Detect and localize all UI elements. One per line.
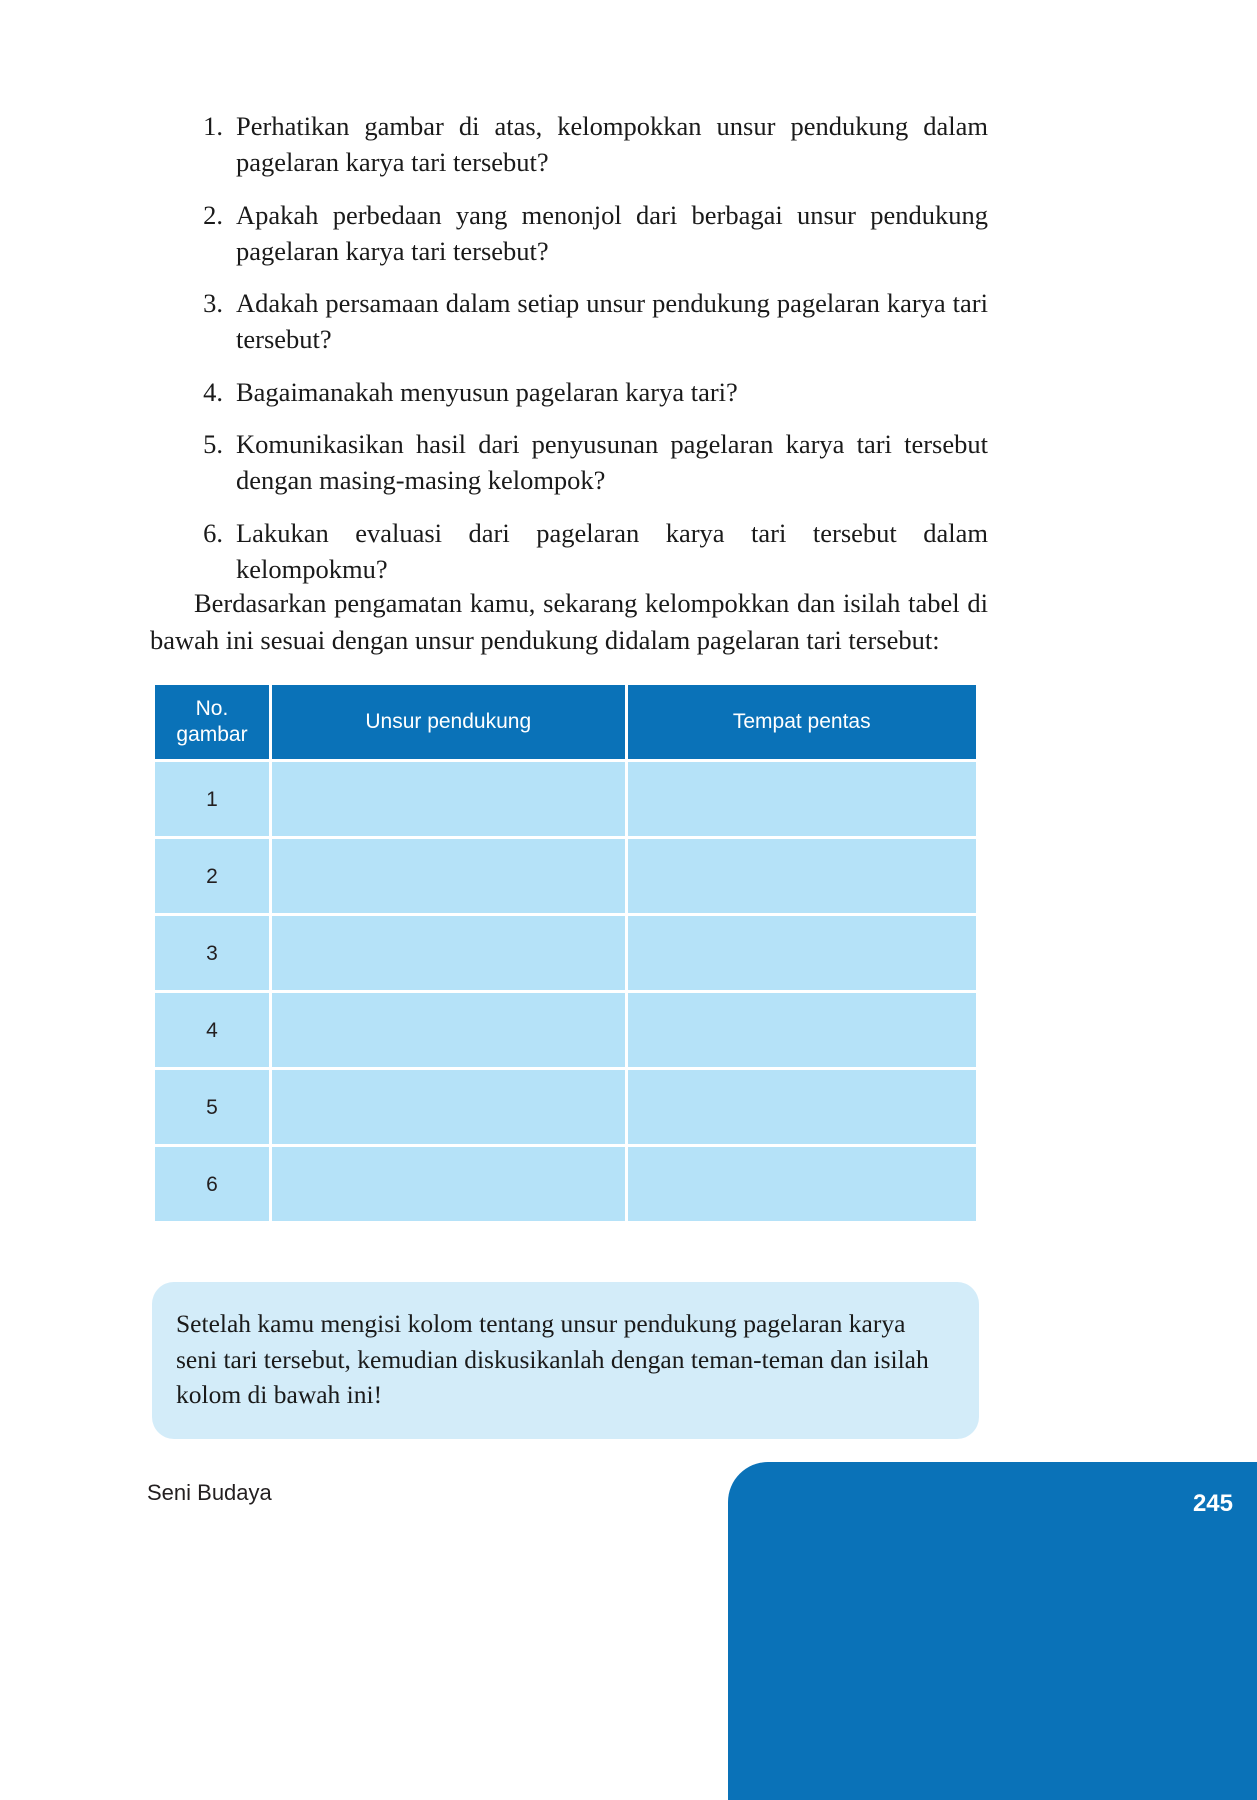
cell-tempat-pentas[interactable]	[628, 993, 977, 1067]
table-row	[155, 1147, 976, 1221]
callout-box: Setelah kamu mengisi kolom tentang unsur pendukung pagelaran karya seni tari tersebut, kemudian diskusikanlah dengan teman-teman dan isilah kolom di bawah ini!	[152, 1282, 979, 1439]
list-item	[188, 108, 988, 181]
cell-row-number: 1	[155, 762, 269, 836]
footer-page-number: 245	[1192, 1490, 1233, 1517]
list-item-number: 4.	[203, 376, 223, 407]
list-item-number: 6.	[203, 517, 223, 548]
cell-tempat-pentas[interactable]	[628, 762, 977, 836]
cell-row-number: 4	[155, 993, 269, 1067]
list-item-number: 5.	[203, 429, 223, 460]
list-item	[188, 426, 988, 499]
table-body	[155, 762, 976, 1221]
list-item-number: 2.	[203, 199, 223, 230]
footer-page-tab	[728, 1462, 1257, 1800]
footer-book-title: Seni Budaya	[147, 1480, 272, 1505]
list-item-text: Lakukan evaluasi dari pagelaran karya tari tersebut dalam kelompokmu?	[236, 517, 988, 584]
list-item-text: Perhatikan gambar di atas, kelompokkan unsur pendukung dalam pagelaran karya tari tersebut?	[236, 111, 988, 178]
table-row	[155, 993, 976, 1067]
column-header-tempat-pentas: Tempat pentas	[628, 685, 977, 759]
column-header-no-line2: gambar	[176, 723, 248, 746]
table-row	[155, 762, 976, 836]
table-header-row	[155, 685, 976, 759]
cell-row-number: 6	[155, 1147, 269, 1221]
list-item	[188, 515, 988, 588]
worksheet-table	[152, 682, 979, 1224]
cell-unsur-pendukung[interactable]	[272, 916, 625, 990]
cell-unsur-pendukung[interactable]	[272, 993, 625, 1067]
question-list	[188, 108, 988, 603]
list-item-text: Apakah perbedaan yang menonjol dari berbagai unsur pendukung pagelaran karya tari tersebut?	[236, 199, 988, 266]
column-header-no-line1: No.	[195, 697, 229, 721]
list-item-text: Adakah persamaan dalam setiap unsur pendukung pagelaran karya tari tersebut?	[236, 288, 988, 355]
list-item	[188, 197, 988, 270]
cell-row-number: 3	[155, 916, 269, 990]
cell-row-number: 5	[155, 1070, 269, 1144]
cell-unsur-pendukung[interactable]	[272, 762, 625, 836]
list-item-number: 1.	[203, 111, 223, 141]
table-row	[155, 839, 976, 913]
instruction-paragraph: Berdasarkan pengamatan kamu, sekarang kelompokkan dan isilah tabel di bawah ini sesuai dengan unsur pendukung didalam pagelaran tari tersebut:	[150, 587, 988, 656]
cell-unsur-pendukung[interactable]	[272, 1070, 625, 1144]
list-item-number: 3.	[203, 288, 223, 319]
list-item-text: Bagaimanakah menyusun pagelaran karya tari?	[236, 376, 738, 407]
cell-row-number: 2	[155, 839, 269, 913]
cell-tempat-pentas[interactable]	[628, 1070, 977, 1144]
column-header-no-gambar	[155, 685, 269, 759]
column-header-unsur-pendukung: Unsur pendukung	[272, 685, 625, 759]
table-header	[155, 685, 976, 759]
cell-tempat-pentas[interactable]	[628, 839, 977, 913]
cell-tempat-pentas[interactable]	[628, 916, 977, 990]
cell-unsur-pendukung[interactable]	[272, 1147, 625, 1221]
list-item-text: Komunikasikan hasil dari penyusunan pagelaran karya tari tersebut dengan masing-masing kelompok?	[236, 429, 988, 496]
cell-unsur-pendukung[interactable]	[272, 839, 625, 913]
table-row	[155, 916, 976, 990]
list-item	[188, 285, 988, 358]
cell-tempat-pentas[interactable]	[628, 1147, 977, 1221]
table-row	[155, 1070, 976, 1144]
list-item	[188, 374, 988, 410]
